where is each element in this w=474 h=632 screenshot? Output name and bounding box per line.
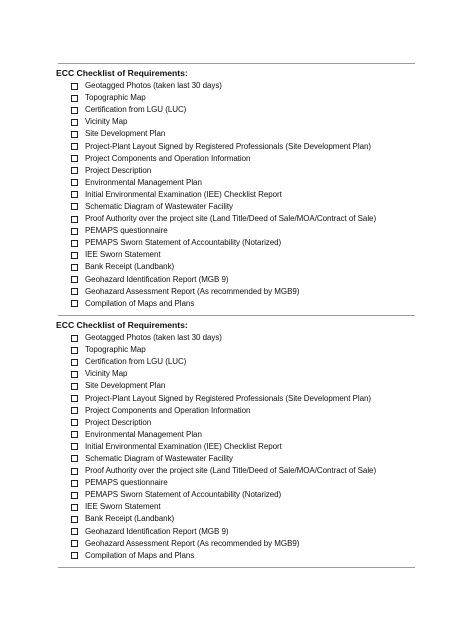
checkbox[interactable]: [71, 264, 78, 271]
checkbox[interactable]: [71, 480, 78, 487]
checkbox[interactable]: [71, 528, 78, 535]
checkbox[interactable]: [71, 216, 78, 223]
checkbox[interactable]: [71, 492, 78, 499]
checkbox[interactable]: [71, 155, 78, 162]
checklist-item-label: Compilation of Maps and Plans: [85, 298, 195, 308]
divider-top: [58, 63, 415, 64]
checklist-item: [56, 429, 436, 441]
checklist-item: [56, 392, 436, 404]
checklist-item-label: Geohazard Identification Report (MGB 9): [85, 526, 229, 536]
checklist-item-label: Project Description: [85, 417, 152, 427]
checklist-item: [56, 177, 436, 189]
checklist-items: [56, 332, 436, 562]
checklist-item-label: Project-Plant Layout Signed by Registered Professionals (Site Development Plan): [85, 393, 371, 403]
checkbox[interactable]: [71, 383, 78, 390]
checkbox[interactable]: [71, 167, 78, 174]
checklist-item: [56, 489, 436, 501]
checklist-item-label: Geotagged Photos (taken last 30 days): [85, 333, 222, 343]
checklist-item: [56, 477, 436, 489]
checklist-item: [56, 92, 436, 104]
checklist-item: [56, 128, 436, 140]
checklist-item-label: Certification from LGU (LUC): [85, 105, 187, 115]
checklist-item-label: Proof Authority over the project site (Land Title/Deed of Sale/MOA/Contract of Sale): [85, 214, 377, 224]
checklist-item-label: Project Description: [85, 165, 152, 175]
checkbox[interactable]: [71, 443, 78, 450]
checklist-item: [56, 441, 436, 453]
checkbox[interactable]: [71, 431, 78, 438]
checklist-item-label: IEE Sworn Statement: [85, 502, 161, 512]
checklist-item-label: Geohazard Identification Report (MGB 9): [85, 274, 229, 284]
checklist-item: [56, 249, 436, 261]
checklist-item: [56, 298, 436, 310]
checklist-item: [56, 380, 436, 392]
checklist-item-label: Environmental Management Plan: [85, 429, 202, 439]
checkbox[interactable]: [71, 395, 78, 402]
checklist-item-label: Vicinity Map: [85, 369, 128, 379]
checklist-item: [56, 237, 436, 249]
checkbox[interactable]: [71, 143, 78, 150]
checkbox[interactable]: [71, 107, 78, 114]
checkbox[interactable]: [71, 455, 78, 462]
checkbox[interactable]: [71, 335, 78, 342]
checklist-item-label: Schematic Diagram of Wastewater Facility: [85, 453, 233, 463]
checklist-item: [56, 513, 436, 525]
checkbox[interactable]: [71, 300, 78, 307]
checklist-item: [56, 153, 436, 165]
checkbox[interactable]: [71, 419, 78, 426]
checklist-item: [56, 332, 436, 344]
checklist-item: [56, 213, 436, 225]
divider-middle: [58, 315, 415, 316]
checklist-item-label: Vicinity Map: [85, 117, 128, 127]
divider-bottom: [58, 567, 415, 568]
checklist-item-label: Project-Plant Layout Signed by Registered Professionals (Site Development Plan): [85, 141, 371, 151]
checkbox[interactable]: [71, 347, 78, 354]
checkbox[interactable]: [71, 252, 78, 259]
checkbox[interactable]: [71, 504, 78, 511]
checklist-item-label: Initial Environmental Examination (IEE) Checklist Report: [85, 189, 282, 199]
checkbox[interactable]: [71, 468, 78, 475]
checklist-item-label: Topographic Map: [85, 345, 146, 355]
checklist-item: [56, 344, 436, 356]
checklist-item: [56, 453, 436, 465]
checklist-item: [56, 417, 436, 429]
checklist-items: [56, 80, 436, 310]
checkbox[interactable]: [71, 95, 78, 102]
checkbox[interactable]: [71, 131, 78, 138]
section-title: ECC Checklist of Requirements:: [56, 68, 188, 78]
checklist-item-label: Site Development Plan: [85, 381, 166, 391]
checklist-item: [56, 368, 436, 380]
checklist-item-label: Topographic Map: [85, 93, 146, 103]
checklist-item-label: PEMAPS Sworn Statement of Accountability (Notarized): [85, 238, 282, 248]
checklist-item: [56, 501, 436, 513]
checklist-section-2: [56, 319, 436, 562]
checkbox[interactable]: [71, 119, 78, 126]
checkbox[interactable]: [71, 276, 78, 283]
checkbox[interactable]: [71, 407, 78, 414]
checklist-item-label: IEE Sworn Statement: [85, 250, 161, 260]
checklist-item: [56, 80, 436, 92]
checklist-item-label: Bank Receipt (Landbank): [85, 514, 175, 524]
checklist-item: [56, 116, 436, 128]
checklist-item: [56, 201, 436, 213]
checklist-item: [56, 104, 436, 116]
checkbox[interactable]: [71, 83, 78, 90]
checklist-item-label: Project Components and Operation Information: [85, 405, 251, 415]
checklist-item: [56, 165, 436, 177]
checklist-item-label: Initial Environmental Examination (IEE) Checklist Report: [85, 441, 282, 451]
checklist-item: [56, 261, 436, 273]
checklist-item-label: Environmental Management Plan: [85, 177, 202, 187]
checklist-item-label: PEMAPS questionnaire: [85, 226, 168, 236]
checklist-item-label: Bank Receipt (Landbank): [85, 262, 175, 272]
section-title: ECC Checklist of Requirements:: [56, 320, 188, 330]
checklist-item: [56, 550, 436, 562]
checklist-item: [56, 465, 436, 477]
checklist-item: [56, 526, 436, 538]
checklist-item: [56, 356, 436, 368]
checkbox[interactable]: [71, 288, 78, 295]
checkbox[interactable]: [71, 203, 78, 210]
checklist-item: [56, 225, 436, 237]
checklist-item: [56, 274, 436, 286]
checkbox[interactable]: [71, 228, 78, 235]
checklist-item-label: Certification from LGU (LUC): [85, 357, 187, 367]
checklist-item: [56, 286, 436, 298]
checkbox[interactable]: [71, 359, 78, 366]
checkbox[interactable]: [71, 179, 78, 186]
checkbox[interactable]: [71, 191, 78, 198]
checklist-item-label: Geohazard Assessment Report (As recommended by MGB9): [85, 286, 300, 296]
checklist-item: [56, 405, 436, 417]
checklist-item-label: Schematic Diagram of Wastewater Facility: [85, 201, 233, 211]
checkbox[interactable]: [71, 552, 78, 559]
checklist-section-1: [56, 67, 436, 310]
checklist-item-label: Geohazard Assessment Report (As recommended by MGB9): [85, 538, 300, 548]
checklist-item-label: Site Development Plan: [85, 129, 166, 139]
checklist-item: [56, 140, 436, 152]
checkbox[interactable]: [71, 240, 78, 247]
checklist-item-label: Proof Authority over the project site (Land Title/Deed of Sale/MOA/Contract of Sale): [85, 466, 377, 476]
checkbox[interactable]: [71, 540, 78, 547]
checklist-item: [56, 538, 436, 550]
checklist-item-label: PEMAPS Sworn Statement of Accountability (Notarized): [85, 490, 282, 500]
checklist-item-label: Project Components and Operation Information: [85, 153, 251, 163]
checklist-item: [56, 189, 436, 201]
checklist-item-label: Compilation of Maps and Plans: [85, 550, 195, 560]
checkbox[interactable]: [71, 516, 78, 523]
checkbox[interactable]: [71, 371, 78, 378]
checklist-item-label: Geotagged Photos (taken last 30 days): [85, 81, 222, 91]
checklist-item-label: PEMAPS questionnaire: [85, 478, 168, 488]
